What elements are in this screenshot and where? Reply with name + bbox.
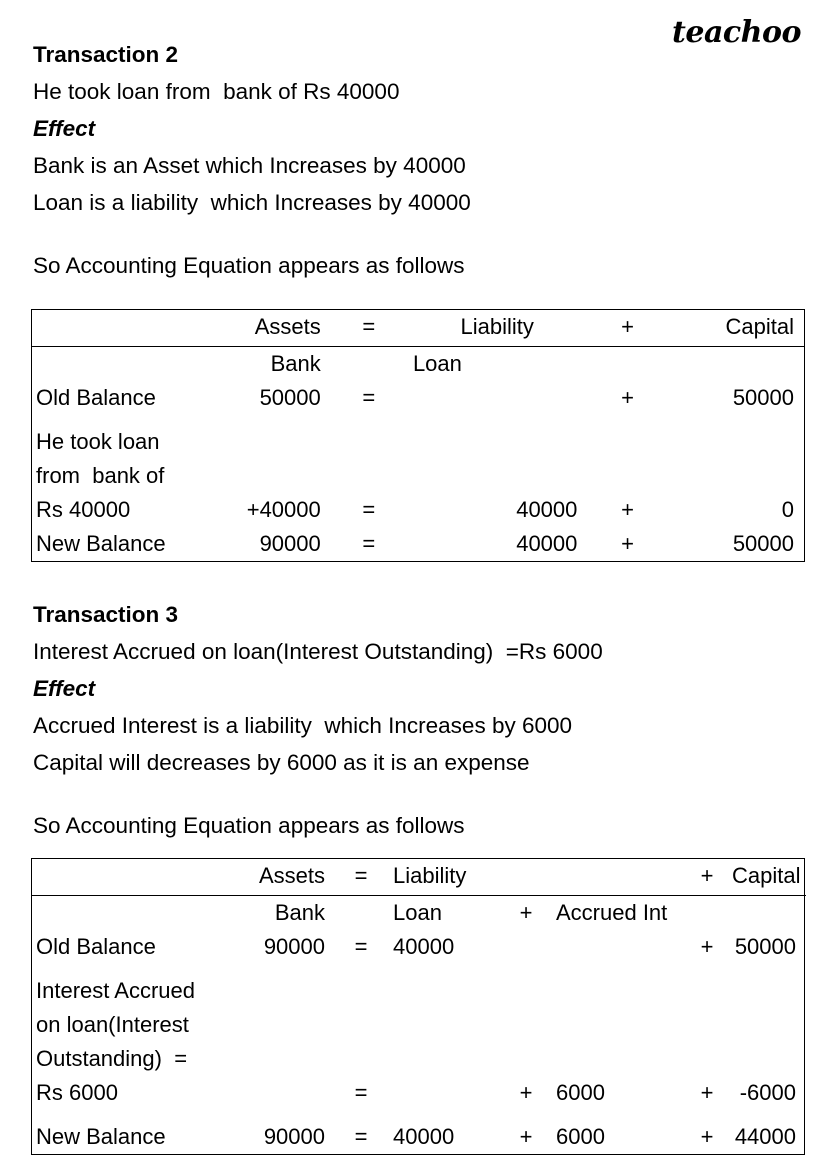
- table-header-row: [32, 859, 806, 896]
- row-equals-new: =: [354, 1124, 368, 1149]
- transaction-3-statement: Interest Accrued on loan(Interest Outstanding) =Rs 6000: [33, 639, 603, 664]
- row-blank-d4: [502, 1008, 550, 1042]
- row-capital-new: 50000: [732, 531, 794, 556]
- row-plus1-change: +: [519, 1080, 533, 1105]
- row-liability-change: 40000: [516, 497, 578, 522]
- subheader-blank-2: [335, 896, 387, 931]
- row-label-transaction-line-1: He took loan: [36, 429, 160, 454]
- accounting-equation-table-3: [31, 858, 805, 1155]
- row-blank-e7: [732, 1042, 806, 1076]
- row-assets-new: 90000: [263, 1124, 325, 1149]
- spacer-1: [33, 221, 805, 247]
- subheader-bank: Bank: [270, 351, 321, 376]
- row-label-new-balance: New Balance: [36, 531, 166, 556]
- row-blank-c4: [502, 974, 550, 1008]
- row-capital-new: 44000: [734, 1124, 796, 1149]
- row-blank-a4: [587, 425, 667, 459]
- subheader-bank: Bank: [274, 900, 325, 925]
- row-blank-d3: [387, 1008, 502, 1042]
- gap-cell: [32, 415, 804, 425]
- row-label-transaction-line-2: on loan(Interest: [36, 1012, 189, 1037]
- header-assets: Assets: [212, 310, 330, 347]
- subheader-loan: Loan: [412, 351, 462, 376]
- header-blank: [32, 859, 237, 896]
- row-blank-e3: [387, 1042, 502, 1076]
- row-label-transaction-line-1: Interest Accrued: [36, 978, 195, 1003]
- row-assets-change: +40000: [246, 497, 321, 522]
- table-row: [32, 459, 804, 493]
- table-row: [32, 1008, 806, 1042]
- row-blank-d7: [732, 1008, 806, 1042]
- header-equals: =: [335, 859, 387, 896]
- subheader-loan: Loan: [393, 900, 442, 925]
- table-gap-row-2: [32, 1110, 806, 1120]
- header-equals: =: [331, 310, 407, 347]
- row-equals-old: =: [362, 385, 376, 410]
- accounting-equation-table-2: [31, 309, 805, 562]
- row-plus-old: +: [621, 385, 634, 410]
- row-capital-change: 0: [781, 497, 794, 522]
- row-label-transaction-line-2: from bank of: [36, 463, 165, 488]
- row-capital-change: -6000: [739, 1080, 796, 1105]
- row-liability-old: [407, 381, 587, 415]
- row-blank-b3: [407, 459, 587, 493]
- transaction-2-statement: He took loan from bank of Rs 40000: [33, 79, 400, 104]
- row-liability-new: 40000: [516, 531, 578, 556]
- table-gap-row: [32, 964, 806, 974]
- transaction-3-lead-in: So Accounting Equation appears as follows: [33, 813, 465, 838]
- row-blank-d1: [237, 1008, 335, 1042]
- table-row: [32, 527, 804, 561]
- transaction-2-effect-1: Bank is an Asset which Increases by 40000: [33, 153, 466, 178]
- row-assets-new: 90000: [259, 531, 321, 556]
- row-blank-d6: [682, 1008, 732, 1042]
- spacer-2: [33, 781, 805, 807]
- row-blank-c3: [387, 974, 502, 1008]
- table-gap-row: [32, 415, 804, 425]
- subheader-blank-3: [682, 896, 732, 931]
- row-plus1-old: [502, 930, 550, 964]
- transaction-3-effect-label: Effect: [33, 676, 96, 701]
- row-blank-a2: [331, 425, 407, 459]
- table-row: [32, 493, 804, 527]
- row-plus2-old: +: [700, 934, 714, 959]
- table-header-row: [32, 310, 804, 347]
- transaction-2-heading: Transaction 2: [33, 42, 179, 67]
- row-blank-e4: [502, 1042, 550, 1076]
- row-loan-new: 40000: [393, 1124, 455, 1149]
- transaction-2-effect-label: Effect: [33, 116, 96, 141]
- row-blank-c6: [682, 974, 732, 1008]
- header-blank-3: [550, 859, 682, 896]
- row-accrued-old: [550, 930, 682, 964]
- row-blank-e5: [550, 1042, 682, 1076]
- row-plus1-new: +: [519, 1124, 533, 1149]
- row-blank-d5: [550, 1008, 682, 1042]
- header-liability: Liability: [387, 859, 502, 896]
- transaction-3-heading: Transaction 3: [33, 602, 179, 627]
- row-label-old-balance: Old Balance: [36, 934, 156, 959]
- row-blank-e6: [682, 1042, 732, 1076]
- gap-cell: [32, 1110, 806, 1120]
- row-plus-new: +: [621, 531, 634, 556]
- subheader-blank-3: [587, 347, 667, 382]
- row-blank-d2: [335, 1008, 387, 1042]
- subheader-plus: +: [519, 900, 533, 925]
- table-row: [32, 381, 804, 415]
- subheader-blank-4: [668, 347, 804, 382]
- transaction-2-lead-in: So Accounting Equation appears as follows: [33, 253, 465, 278]
- row-blank-a1: [212, 425, 330, 459]
- table-row: [32, 1042, 806, 1076]
- table-row: [32, 1076, 806, 1110]
- row-blank-a3: [407, 425, 587, 459]
- row-blank-a5: [668, 425, 804, 459]
- header-assets: Assets: [237, 859, 335, 896]
- subheader-blank: [32, 896, 237, 931]
- row-plus2-new: +: [700, 1124, 714, 1149]
- row-equals-old: =: [354, 934, 368, 959]
- table-row: [32, 1120, 806, 1154]
- transaction-3-text-block: [33, 596, 805, 844]
- row-equals-new: =: [362, 531, 376, 556]
- row-blank-c2: [335, 974, 387, 1008]
- transaction-2-text-block: [33, 36, 805, 284]
- transaction-2-effect-2: Loan is a liability which Increases by 40000: [33, 190, 471, 215]
- row-blank-b2: [331, 459, 407, 493]
- header-capital: Capital: [732, 859, 806, 896]
- header-liability: Liability: [407, 310, 587, 347]
- subheader-blank: [32, 347, 212, 382]
- row-blank-e2: [335, 1042, 387, 1076]
- row-accrued-new: 6000: [556, 1124, 605, 1149]
- header-blank-2: [502, 859, 550, 896]
- row-label-transaction-line-4: Rs 6000: [36, 1080, 118, 1105]
- row-label-transaction-line-3: Rs 40000: [36, 497, 131, 522]
- row-blank-b1: [212, 459, 330, 493]
- subheader-accrued-int: Accrued Int: [556, 900, 668, 925]
- row-assets-change: [237, 1076, 335, 1110]
- row-blank-c7: [732, 974, 806, 1008]
- row-blank-b4: [587, 459, 667, 493]
- row-equals-change: =: [354, 1080, 368, 1105]
- row-label-transaction-line-3: Outstanding) =: [36, 1046, 188, 1071]
- transaction-3-effect-1: Accrued Interest is a liability which Increases by 6000: [33, 713, 573, 738]
- row-assets-old: 90000: [263, 934, 325, 959]
- header-capital: Capital: [668, 310, 804, 347]
- teachoo-logo: teachoo: [672, 15, 801, 50]
- row-assets-old: 50000: [259, 385, 321, 410]
- row-label-old-balance: Old Balance: [36, 385, 156, 410]
- row-blank-b5: [668, 459, 804, 493]
- row-capital-old: 50000: [734, 934, 796, 959]
- row-loan-change: [387, 1076, 502, 1110]
- transaction-3-effect-2: Capital will decreases by 6000 as it is an expense: [33, 750, 530, 775]
- table-row: [32, 930, 806, 964]
- table-subheader-row: [32, 347, 804, 382]
- gap-cell: [32, 964, 806, 974]
- row-accrued-change: 6000: [556, 1080, 605, 1105]
- header-blank: [32, 310, 212, 347]
- table-subheader-row: [32, 896, 806, 931]
- row-label-new-balance: New Balance: [36, 1124, 166, 1149]
- row-blank-c1: [237, 974, 335, 1008]
- row-loan-old: 40000: [393, 934, 455, 959]
- row-plus2-change: +: [700, 1080, 714, 1105]
- row-equals-change: =: [362, 497, 376, 522]
- table-row: [32, 425, 804, 459]
- subheader-blank-2: [331, 347, 407, 382]
- header-plus: +: [587, 310, 667, 347]
- header-plus: +: [682, 859, 732, 896]
- row-blank-c5: [550, 974, 682, 1008]
- row-blank-e1: [237, 1042, 335, 1076]
- subheader-blank-4: [732, 896, 806, 931]
- row-capital-old: 50000: [732, 385, 794, 410]
- row-plus-change: +: [621, 497, 634, 522]
- table-row: [32, 974, 806, 1008]
